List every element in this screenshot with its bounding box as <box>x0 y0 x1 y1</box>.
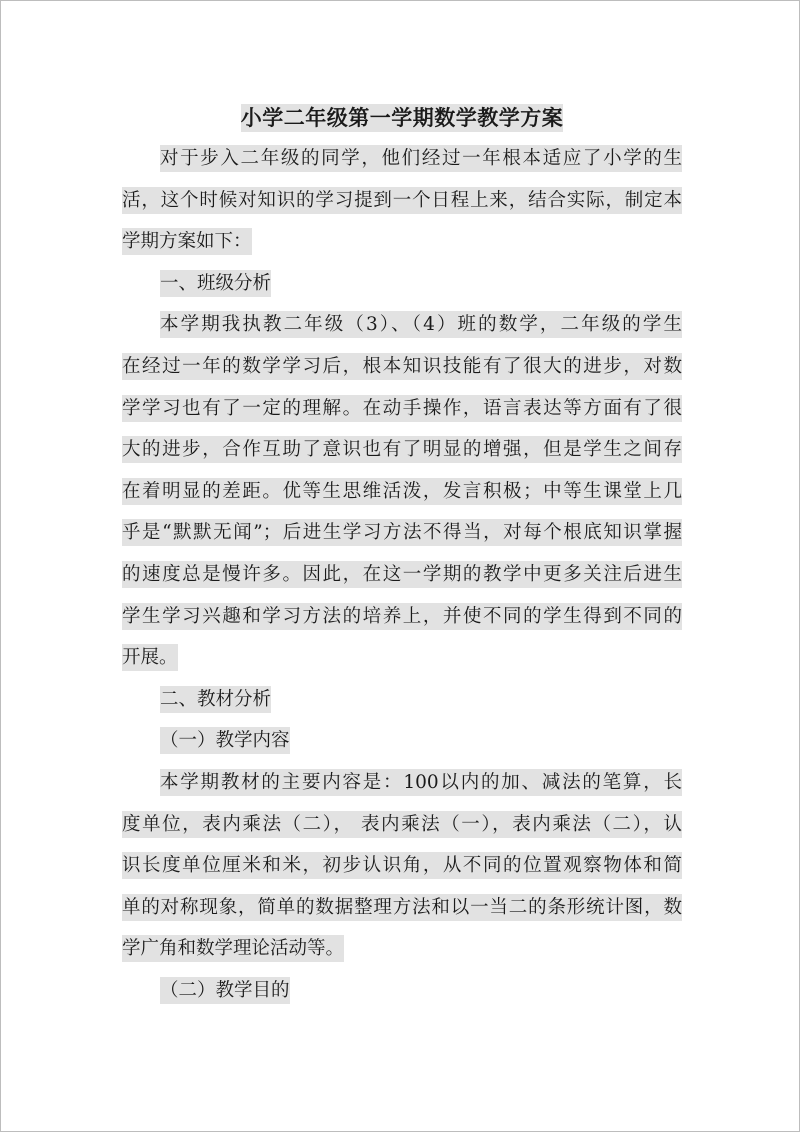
text-line: 学学习也有了一定的理解。在动手操作，语言表达等方面有了很 <box>122 388 682 430</box>
text-line: 单的对称现象，简单的数据整理方法和以一当二的条形统计图，数 <box>122 887 682 929</box>
teaching-content-paragraph <box>122 762 682 970</box>
text-line: 度单位，表内乘法（二）， 表内乘法（一），表内乘法（二），认 <box>122 804 682 846</box>
text-line: 活，这个时候对知识的学习提到一个日程上来，结合实际，制定本 <box>122 180 682 222</box>
text-line: 识长度单位厘米和米，初步认识角，从不同的位置观察物体和简 <box>122 845 682 887</box>
teaching-content-heading: （一）教学内容 <box>122 720 682 762</box>
text-line: 的速度总是慢许多。因此，在这一学期的教学中更多关注后进生 <box>122 554 682 596</box>
document-body <box>122 98 682 1011</box>
text-line: 学广角和数学理论活动等。 <box>122 928 682 970</box>
text-line: 大的进步，合作互助了意识也有了明显的增强，但是学生之间存 <box>122 429 682 471</box>
text-line: 对于步入二年级的同学，他们经过一年根本适应了小学的生 <box>122 138 682 180</box>
text-line: 学期方案如下： <box>122 221 682 263</box>
text-line: 开展。 <box>122 637 682 679</box>
document-title <box>122 98 682 138</box>
text-line: 本学期我执教二年级（3）、（4）班的数学，二年级的学生 <box>122 304 682 346</box>
title-text: 小学二年级第一学期数学教学方案 <box>240 106 564 130</box>
text-line: 在着明显的差距。优等生思维活泼，发言积极；中等生课堂上几 <box>122 471 682 513</box>
text-line: 本学期教材的主要内容是：100以内的加、减法的笔算，长 <box>122 762 682 804</box>
text-line: 乎是“默默无闻”；后进生学习方法不得当，对每个根底知识掌握 <box>122 512 682 554</box>
intro-paragraph <box>122 138 682 263</box>
section2-heading: 二、教材分析 <box>122 679 682 721</box>
text-line: 学生学习兴趣和学习方法的培养上，并使不同的学生得到不同的 <box>122 596 682 638</box>
section1-heading: 一、班级分析 <box>122 263 682 305</box>
teaching-goals-heading: （二）教学目的 <box>122 970 682 1012</box>
text-line: 在经过一年的数学学习后，根本知识技能有了很大的进步，对数 <box>122 346 682 388</box>
class-analysis-paragraph <box>122 304 682 678</box>
